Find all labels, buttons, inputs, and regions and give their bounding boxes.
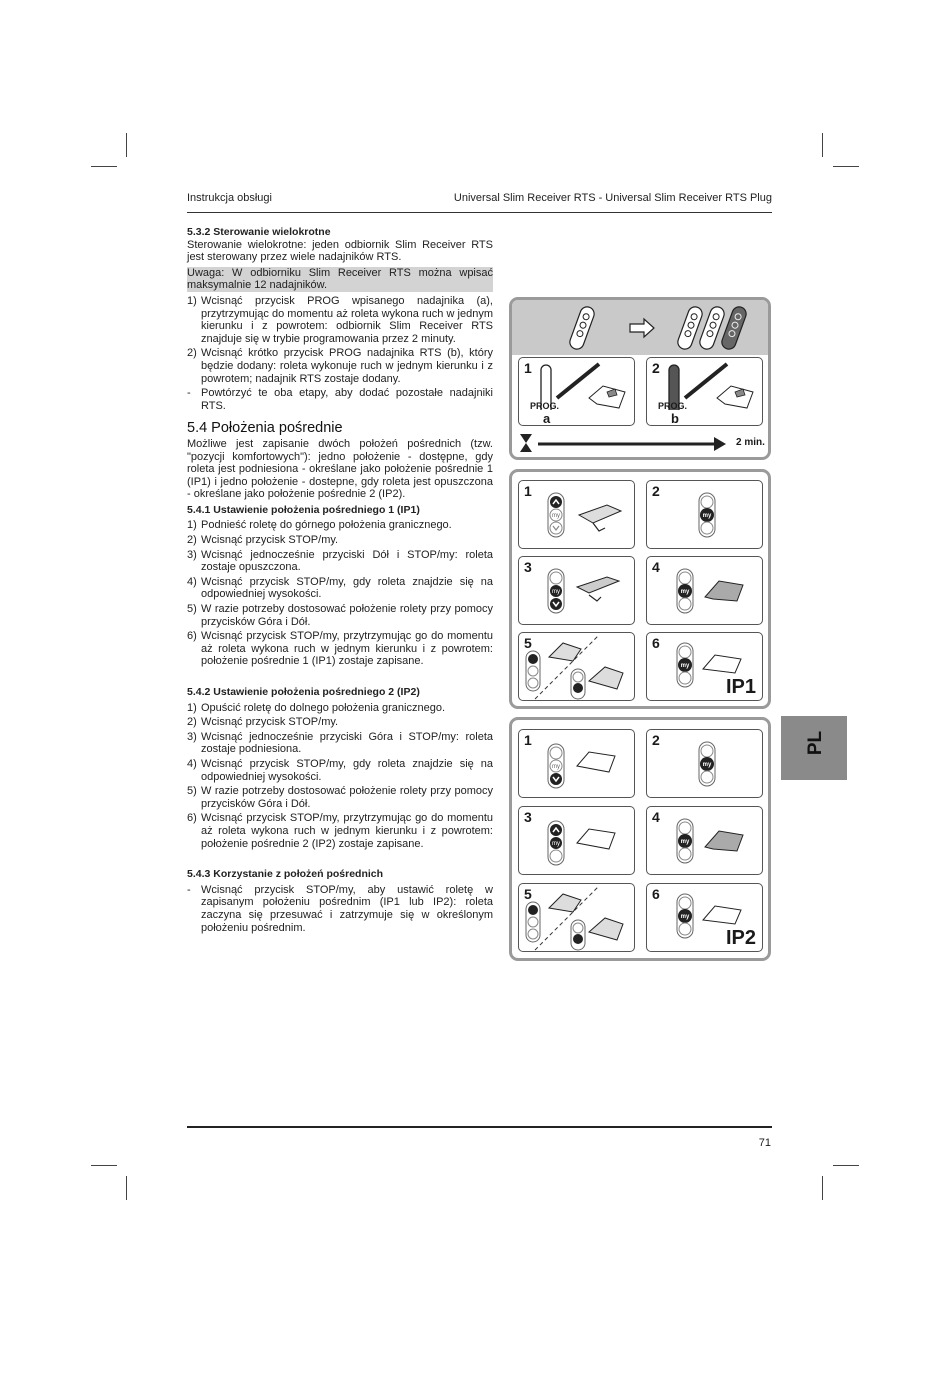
section-532-steps	[187, 295, 493, 412]
figure-ip2-step-4: 4 my	[646, 806, 763, 875]
remote-my-icon	[647, 481, 761, 547]
section-532-intro: Sterowanie wielokrotne: jeden odbiornik Slim Receiver RTS jest sterowany przez wiele nadajników RTS.	[187, 238, 493, 264]
crop-mark	[833, 1165, 859, 1166]
figure-ip1-step-2: 2 my	[646, 480, 763, 549]
figure-ip1-step-1: 1 my	[518, 480, 635, 549]
remote-transmitters-icon	[512, 300, 768, 355]
svg-text:my: my	[702, 762, 712, 768]
timer-arrow	[512, 432, 768, 456]
figure-ip2-panel	[509, 717, 771, 961]
svg-text:my: my	[680, 839, 690, 845]
remote-up-icon	[519, 481, 633, 547]
section-541-steps	[187, 519, 493, 668]
text-column	[187, 224, 493, 936]
remote-up-my-icon	[519, 807, 633, 873]
section-543-steps	[187, 884, 493, 934]
svg-text:my: my	[552, 841, 560, 847]
header-rule	[187, 212, 772, 213]
svg-text:my: my	[552, 589, 560, 595]
svg-text:my: my	[552, 764, 560, 770]
list-item: - Powtórzyć te oba etapy, aby dodać pozostałe nadajniki RTS.	[187, 387, 493, 412]
list-item: 1) Wcisnąć przycisk PROG wpisanego nadajnika (a), przytrzymując do momentu aż roleta wykona ruch w jednym kierunku i z powrotem: odbiornik Slim Receiver RTS znajduje się w trybie programowania przez 2 minuty.	[187, 294, 493, 345]
list-item: 3) Wcisnąć jednocześnie przyciski Góra i STOP/my: roleta zostaje podniesiona.	[187, 730, 493, 756]
svg-text:my: my	[552, 513, 560, 519]
list-item: 6) Wcisnąć przycisk STOP/my, przytrzymując go do momentu aż roleta wykona ruch w jednym kierunku i z powrotem: położenie pośrednie 2 (IP2) zostaje zapisane.	[187, 812, 493, 850]
list-item: - Wcisnąć przycisk STOP/my, aby ustawić roletę w zapisanym położeniu pośrednim (IP1 lub IP2): roleta zaczyna się przesuwać i zatrzymuje się w określonym położeniu pośrednim.	[187, 883, 493, 934]
language-tab: PL	[781, 716, 847, 780]
prog-press-icon	[647, 358, 761, 424]
figure-ip2-step-6: 6 my IP2	[646, 883, 763, 952]
remote-my-blind-icon	[647, 557, 761, 623]
crop-mark	[126, 1176, 127, 1200]
list-item: 5) W razie potrzeby dostosować położenie rolety przy pomocy przycisków Góra i Dół.	[187, 785, 493, 810]
figure-prog-step-1: 1 PROG. a	[518, 357, 635, 426]
header-right: Universal Slim Receiver RTS - Universal Slim Receiver RTS Plug	[453, 192, 772, 204]
remote-down-icon	[519, 730, 633, 796]
crop-mark	[91, 1165, 117, 1166]
header-left: Instrukcja obsługi	[187, 192, 272, 204]
section-54-intro: Możliwe jest zapisanie dwóch położeń pośrednich (tzw. "pozycji komfortowych"): jedno położenie - dostępne, gdy roleta jest podniesiona - określane jako położenie pośrednie 1 (IP1) i jedno położenie - dostepne, gdy roleta jest opuszczona - określane jako położenie pośrednie 2 (IP2).	[187, 437, 493, 501]
list-item: 6) Wcisnąć przycisk STOP/my, przytrzymując go do momentu aż roleta wykona ruch w jednym kierunku i z powrotem: położenie pośrednie 1 (IP1) zostaje zapisane.	[187, 630, 493, 668]
figure-ip1-step-5: 5	[518, 632, 635, 701]
crop-mark	[822, 1176, 823, 1200]
figure-ip1-step-3: 3 my	[518, 556, 635, 625]
remote-adjust-icon	[519, 633, 633, 699]
list-item: 2) Wcisnąć krótko przycisk PROG nadajnika RTS (b), który będzie dodany: roleta wykonuje ruch w jednym kierunku i z powrotem; nadajnik RTS zostaje dodany.	[187, 347, 493, 385]
list-item: 1) Opuścić roletę do dolnego położenia granicznego.	[187, 701, 445, 714]
remote-down-my-icon	[519, 557, 633, 623]
figure-ip1-step-6: 6 my IP1	[646, 632, 763, 701]
prog-press-icon	[519, 358, 633, 424]
list-item: 3) Wcisnąć jednocześnie przyciski Dół i STOP/my: roleta zostaje opuszczona.	[187, 548, 493, 574]
crop-mark	[833, 166, 859, 167]
svg-text:my: my	[702, 513, 712, 519]
list-item: 4) Wcisnąć przycisk STOP/my, gdy roleta znajdzie się na odpowiedniej wysokości.	[187, 575, 493, 601]
section-541-title: 5.4.1 Ustawienie położenia pośredniego 1 (IP1)	[187, 503, 420, 516]
list-item: 4) Wcisnąć przycisk STOP/my, gdy roleta znajdzie się na odpowiedniej wysokości.	[187, 757, 493, 783]
figure-ip2-step-3: 3 my	[518, 806, 635, 875]
remote-my-icon	[647, 730, 761, 796]
section-532-title: 5.3.2 Sterowanie wielokrotne	[187, 226, 331, 238]
svg-text:my: my	[680, 589, 690, 595]
crop-mark	[822, 133, 823, 157]
footer-rule	[187, 1126, 772, 1128]
figure-ip1-panel	[509, 469, 771, 709]
crop-mark	[91, 166, 117, 167]
figure-ip2-step-1: 1 my	[518, 729, 635, 798]
section-543-title: 5.4.3 Korzystanie z położeń pośrednich	[187, 868, 384, 881]
figure-prog-panel: 1 PROG. a 2 PROG. b 2 min.	[509, 297, 771, 460]
section-542-steps	[187, 702, 493, 851]
crop-mark	[126, 133, 127, 157]
figure-prog-step-2: 2 PROG. b	[646, 357, 763, 426]
figure-ip2-step-2: 2 my	[646, 729, 763, 798]
figure-ip1-step-4: 4 my	[646, 556, 763, 625]
section-542-title: 5.4.2 Ustawienie położenia pośredniego 2 (IP2)	[187, 686, 420, 698]
list-item: 2) Wcisnąć przycisk STOP/my.	[187, 534, 339, 547]
figure-ip2-step-5: 5	[518, 883, 635, 952]
page-number: 71	[758, 1137, 771, 1149]
list-item: 1) Podnieść roletę do górnego położenia granicznego.	[187, 519, 452, 532]
remote-adjust-icon	[519, 884, 633, 950]
svg-text:my: my	[680, 663, 690, 669]
svg-text:my: my	[680, 914, 690, 920]
section-532-note: Uwaga: W odbiorniku Slim Receiver RTS można wpisać maksymalnie 12 nadajników.	[187, 266, 493, 292]
list-item: 2) Wcisnąć przycisk STOP/my.	[187, 716, 339, 729]
remote-my-blind-icon	[647, 807, 761, 873]
section-54-title: 5.4 Położenia pośrednie	[187, 420, 343, 437]
list-item: 5) W razie potrzeby dostosować położenie rolety przy pomocy przycisków Góra i Dół.	[187, 603, 493, 628]
